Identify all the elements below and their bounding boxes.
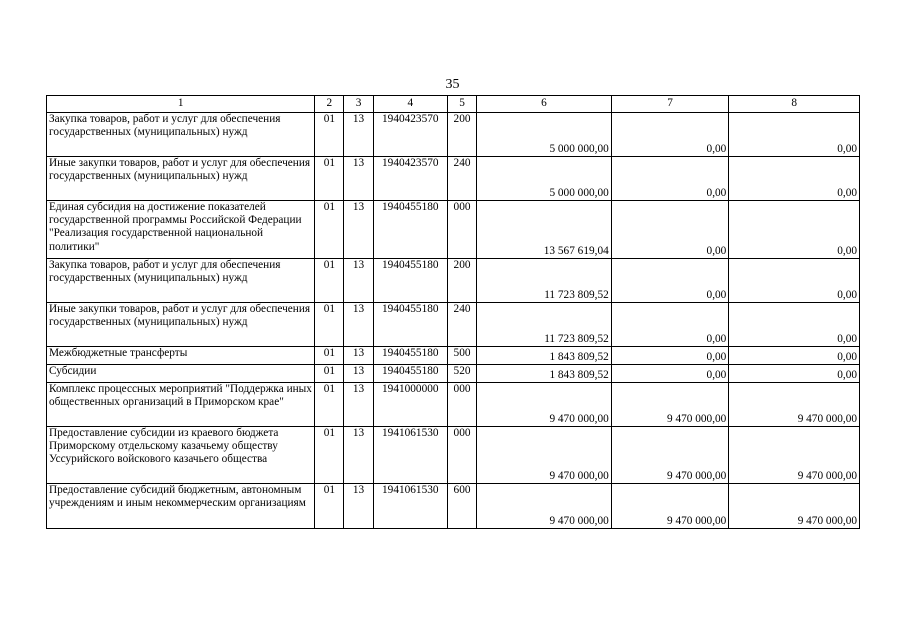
amount-col7-cell: 9 470 000,00 bbox=[611, 484, 729, 529]
row-name-cell: Субсидии bbox=[47, 365, 315, 383]
amount-col7-cell: 9 470 000,00 bbox=[611, 427, 729, 484]
row-name-cell: Предоставление субсидий бюджетным, автономным учреждениям и иным некоммерческим организациям bbox=[47, 484, 315, 529]
subsection-code-cell: 13 bbox=[344, 365, 373, 383]
expense-type-cell: 240 bbox=[447, 303, 476, 347]
target-article-cell: 1940423570 bbox=[373, 113, 447, 157]
amount-col8-cell: 0,00 bbox=[729, 201, 860, 259]
expense-type-cell: 520 bbox=[447, 365, 476, 383]
expense-type-cell: 500 bbox=[447, 347, 476, 365]
header-cell: 2 bbox=[315, 96, 344, 113]
table-row bbox=[47, 157, 860, 201]
subsection-code-cell: 13 bbox=[344, 383, 373, 427]
amount-col6-cell: 9 470 000,00 bbox=[477, 383, 612, 427]
amount-col8-cell: 0,00 bbox=[729, 259, 860, 303]
section-code-cell: 01 bbox=[315, 259, 344, 303]
amount-col6-cell: 5 000 000,00 bbox=[477, 157, 612, 201]
expense-type-cell: 200 bbox=[447, 259, 476, 303]
subsection-code-cell: 13 bbox=[344, 303, 373, 347]
table-row bbox=[47, 303, 860, 347]
amount-col6-cell: 1 843 809,52 bbox=[477, 347, 612, 365]
expense-type-cell: 240 bbox=[447, 157, 476, 201]
amount-col6-cell: 11 723 809,52 bbox=[477, 259, 612, 303]
expense-type-cell: 200 bbox=[447, 113, 476, 157]
row-name-cell: Единая субсидия на достижение показателей государственной программы Российской Федерации "Реализация государственной национальной политики" bbox=[47, 201, 315, 259]
budget-table bbox=[46, 95, 860, 529]
amount-col8-cell: 0,00 bbox=[729, 347, 860, 365]
header-cell: 3 bbox=[344, 96, 373, 113]
page-number: 35 bbox=[445, 77, 460, 92]
target-article-cell: 1940455180 bbox=[373, 365, 447, 383]
amount-col6-cell: 9 470 000,00 bbox=[477, 484, 612, 529]
subsection-code-cell: 13 bbox=[344, 484, 373, 529]
amount-col7-cell: 0,00 bbox=[611, 157, 729, 201]
section-code-cell: 01 bbox=[315, 365, 344, 383]
table-row bbox=[47, 347, 860, 365]
table-row bbox=[47, 259, 860, 303]
table-row bbox=[47, 484, 860, 529]
amount-col8-cell: 0,00 bbox=[729, 157, 860, 201]
row-name-cell: Закупка товаров, работ и услуг для обеспечения государственных (муниципальных) нужд bbox=[47, 113, 315, 157]
target-article-cell: 1940455180 bbox=[373, 303, 447, 347]
amount-col6-cell: 11 723 809,52 bbox=[477, 303, 612, 347]
header-cell: 1 bbox=[47, 96, 315, 113]
section-code-cell: 01 bbox=[315, 157, 344, 201]
amount-col6-cell: 5 000 000,00 bbox=[477, 113, 612, 157]
subsection-code-cell: 13 bbox=[344, 347, 373, 365]
expense-type-cell: 000 bbox=[447, 427, 476, 484]
section-code-cell: 01 bbox=[315, 347, 344, 365]
subsection-code-cell: 13 bbox=[344, 113, 373, 157]
table-row bbox=[47, 365, 860, 383]
section-code-cell: 01 bbox=[315, 113, 344, 157]
target-article-cell: 1940455180 bbox=[373, 201, 447, 259]
header-cell: 4 bbox=[373, 96, 447, 113]
header-cell: 8 bbox=[729, 96, 860, 113]
header-cell: 6 bbox=[477, 96, 612, 113]
amount-col7-cell: 0,00 bbox=[611, 365, 729, 383]
amount-col7-cell: 0,00 bbox=[611, 113, 729, 157]
target-article-cell: 1941000000 bbox=[373, 383, 447, 427]
amount-col8-cell: 9 470 000,00 bbox=[729, 427, 860, 484]
amount-col6-cell: 9 470 000,00 bbox=[477, 427, 612, 484]
row-name-cell: Комплекс процессных мероприятий "Поддержка иных общественных организаций в Приморском крае" bbox=[47, 383, 315, 427]
amount-col7-cell: 0,00 bbox=[611, 201, 729, 259]
expense-type-cell: 000 bbox=[447, 201, 476, 259]
row-name-cell: Иные закупки товаров, работ и услуг для обеспечения государственных (муниципальных) нужд bbox=[47, 157, 315, 201]
target-article-cell: 1941061530 bbox=[373, 484, 447, 529]
subsection-code-cell: 13 bbox=[344, 427, 373, 484]
table-row bbox=[47, 113, 860, 157]
expense-type-cell: 000 bbox=[447, 383, 476, 427]
subsection-code-cell: 13 bbox=[344, 157, 373, 201]
header-cell: 7 bbox=[611, 96, 729, 113]
target-article-cell: 1940455180 bbox=[373, 347, 447, 365]
section-code-cell: 01 bbox=[315, 303, 344, 347]
target-article-cell: 1941061530 bbox=[373, 427, 447, 484]
table-row bbox=[47, 427, 860, 484]
amount-col8-cell: 9 470 000,00 bbox=[729, 383, 860, 427]
subsection-code-cell: 13 bbox=[344, 201, 373, 259]
amount-col7-cell: 0,00 bbox=[611, 347, 729, 365]
amount-col6-cell: 13 567 619,04 bbox=[477, 201, 612, 259]
target-article-cell: 1940423570 bbox=[373, 157, 447, 201]
amount-col6-cell: 1 843 809,52 bbox=[477, 365, 612, 383]
amount-col8-cell: 0,00 bbox=[729, 113, 860, 157]
amount-col7-cell: 9 470 000,00 bbox=[611, 383, 729, 427]
section-code-cell: 01 bbox=[315, 484, 344, 529]
section-code-cell: 01 bbox=[315, 201, 344, 259]
table-row bbox=[47, 201, 860, 259]
amount-col8-cell: 0,00 bbox=[729, 365, 860, 383]
table-row bbox=[47, 383, 860, 427]
section-code-cell: 01 bbox=[315, 427, 344, 484]
row-name-cell: Межбюджетные трансферты bbox=[47, 347, 315, 365]
section-code-cell: 01 bbox=[315, 383, 344, 427]
target-article-cell: 1940455180 bbox=[373, 259, 447, 303]
row-name-cell: Предоставление субсидии из краевого бюджета Приморскому отдельскому казачьему обществу Уссурийского войскового казачьего общества bbox=[47, 427, 315, 484]
amount-col7-cell: 0,00 bbox=[611, 259, 729, 303]
amount-col8-cell: 9 470 000,00 bbox=[729, 484, 860, 529]
expense-type-cell: 600 bbox=[447, 484, 476, 529]
header-cell: 5 bbox=[447, 96, 476, 113]
row-name-cell: Закупка товаров, работ и услуг для обеспечения государственных (муниципальных) нужд bbox=[47, 259, 315, 303]
subsection-code-cell: 13 bbox=[344, 259, 373, 303]
amount-col8-cell: 0,00 bbox=[729, 303, 860, 347]
amount-col7-cell: 0,00 bbox=[611, 303, 729, 347]
row-name-cell: Иные закупки товаров, работ и услуг для обеспечения государственных (муниципальных) нужд bbox=[47, 303, 315, 347]
header-row bbox=[47, 96, 860, 113]
